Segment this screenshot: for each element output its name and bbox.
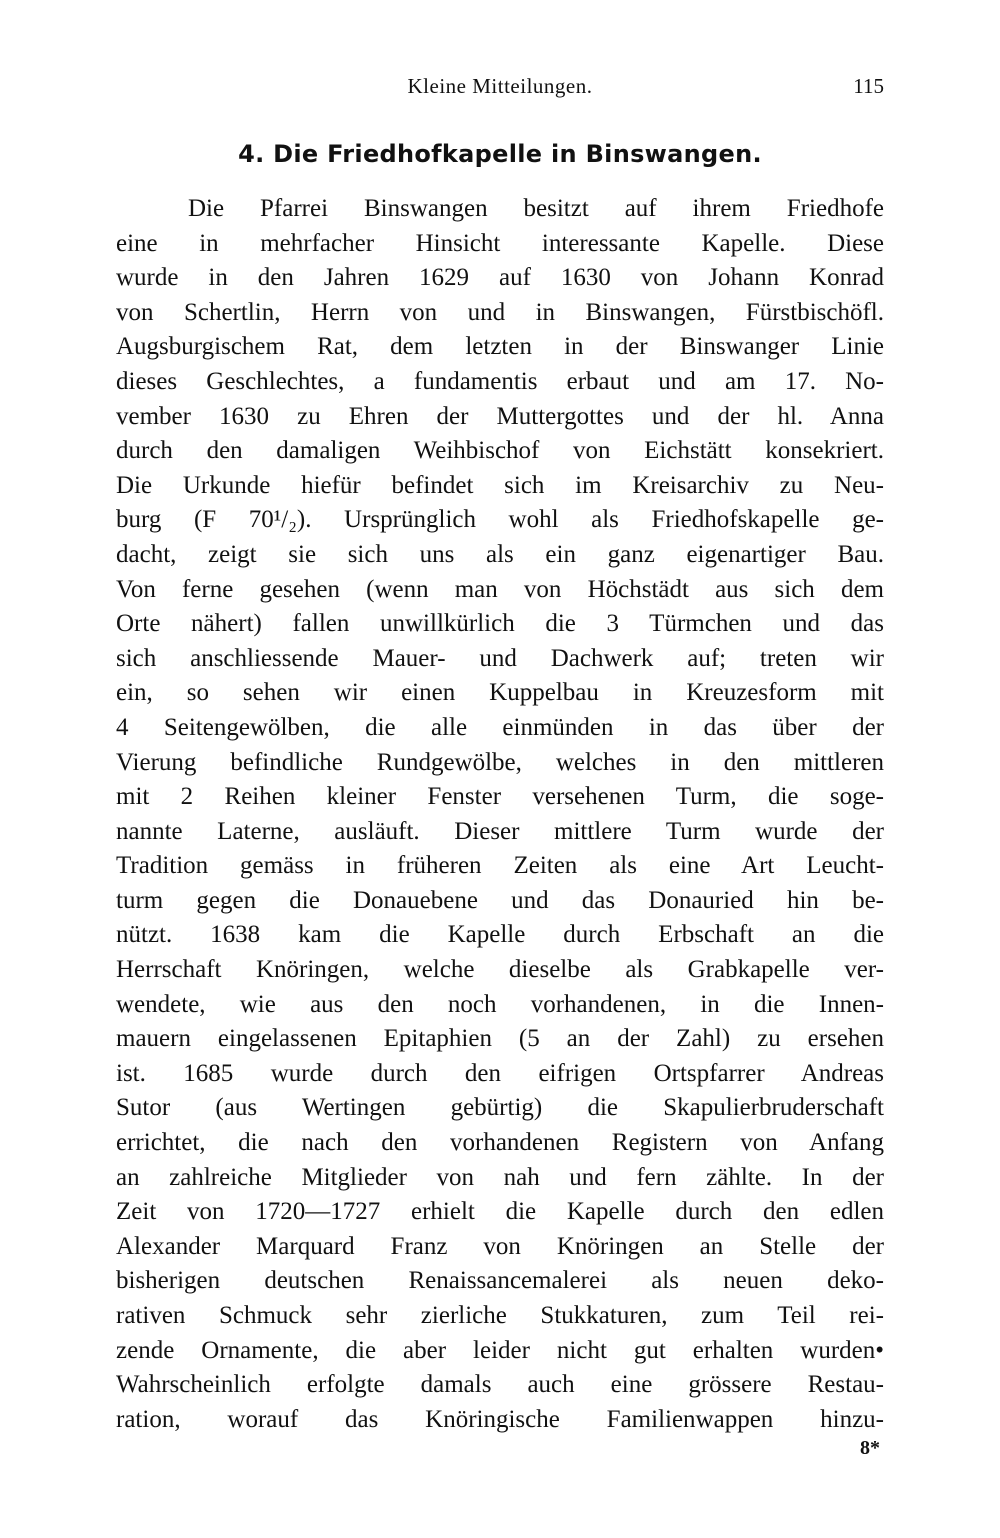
text-line: Augsburgischem Rat, dem letzten in der Binswanger Linie (116, 333, 884, 361)
text-line: dieses Geschlechtes, a fundamentis erbaut und am 17. No- (116, 367, 884, 395)
text-line: nannte Laterne, ausläuft. Dieser mittlere Turm wurde der (116, 817, 884, 845)
text-line: Wahrscheinlich erfolgte damals auch eine grössere Restau- (116, 1371, 884, 1399)
text-line: Herrschaft Knöringen, welche dieselbe als Grabkapelle ver- (116, 956, 884, 984)
text-line: sich anschliessende Mauer- und Dachwerk auf; treten wir (116, 644, 884, 672)
text-line: ein, so sehen wir einen Kuppelbau in Kreuzesform mit (116, 679, 884, 707)
page-number: 115 (853, 74, 884, 98)
text-line: Orte nähert) fallen unwillkürlich die 3 Türmchen und das (116, 610, 884, 638)
text-line: zende Ornamente, die aber leider nicht gut erhalten wurden• (116, 1336, 884, 1364)
text-line: Die Urkunde hiefür befindet sich im Kreisarchiv zu Neu- (116, 471, 884, 499)
text-line: Tradition gemäss in früheren Zeiten als eine Art Leucht- (116, 852, 884, 880)
section-heading: 4. Die Friedhofkapelle in Binswangen. (238, 140, 762, 168)
running-header (116, 74, 884, 104)
text-line: rativen Schmuck sehr zierliche Stukkaturen, zum Teil rei- (116, 1302, 884, 1329)
text-line: turm gegen die Donauebene und das Donauried hin be- (116, 886, 884, 914)
text-line: ration, worauf das Knöringische Familienwappen hinzu- (116, 1405, 884, 1433)
text-line: Von ferne gesehen (wenn man von Höchstädt aus sich dem (116, 575, 884, 603)
text-line: mit 2 Reihen kleiner Fenster versehenen Turm, die soge- (116, 783, 884, 811)
running-title: Kleine Mitteilungen. (407, 74, 593, 98)
text-line: wurde in den Jahren 1629 auf 1630 von Johann Konrad (116, 264, 884, 292)
body-paragraph (116, 192, 884, 1437)
text-line: vember 1630 zu Ehren der Muttergottes und der hl. Anna (116, 402, 884, 430)
text-line: durch den damaligen Weihbischof von Eichstätt konsekriert. (116, 437, 884, 465)
text-line: mauern eingelassenen Epitaphien (5 an der Zahl) zu ersehen (116, 1025, 884, 1053)
text-line: nützt. 1638 kam die Kapelle durch Erbschaft an die (116, 921, 884, 949)
text-line: ist. 1685 wurde durch den eifrigen Ortspfarrer Andreas (116, 1059, 884, 1087)
text-line: Vierung befindliche Rundgewölbe, welches in den mittleren (116, 748, 884, 776)
text-line: Zeit von 1720—1727 erhielt die Kapelle durch den edlen (116, 1198, 884, 1226)
text-line: dacht, zeigt sie sich uns als ein ganz eigenartiger Bau. (116, 540, 884, 568)
text-line: errichtet, die nach den vorhandenen Registern von Anfang (116, 1129, 884, 1157)
text-line: burg (F 70¹/₂). Ursprünglich wohl als Friedhofskapelle ge- (116, 506, 884, 534)
text-line: an zahlreiche Mitglieder von nah und fern zählte. In der (116, 1163, 884, 1191)
text-line: Alexander Marquard Franz von Knöringen an Stelle der (116, 1232, 884, 1260)
signature-mark: 8* (860, 1437, 880, 1459)
text-line: Sutor (aus Wertingen gebürtig) die Skapulierbruderschaft (116, 1094, 884, 1122)
text-line: 4 Seitengewölben, die alle einmünden in das über der (116, 713, 884, 741)
text-line: wendete, wie aus den noch vorhandenen, in die Innen- (116, 990, 884, 1018)
text-line: bisherigen deutschen Renaissancemalerei als neuen deko- (116, 1267, 884, 1295)
text-line: von Schertlin, Herrn von und in Binswangen, Fürstbischöfl. (116, 298, 884, 326)
text-line: eine in mehrfacher Hinsicht interessante Kapelle. Diese (116, 229, 884, 257)
text-line: Die Pfarrei Binswangen besitzt auf ihrem Friedhofe (188, 195, 884, 222)
